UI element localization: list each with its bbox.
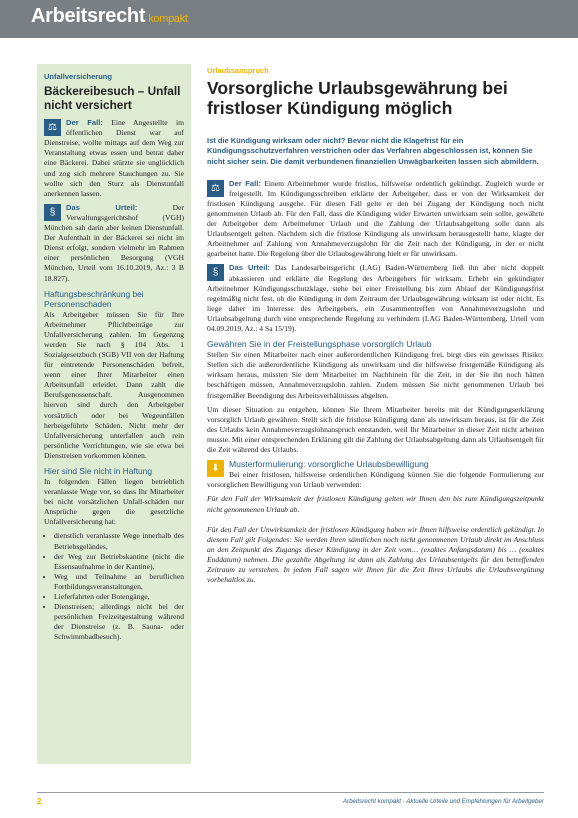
article-ruling <box>207 263 544 334</box>
scales-icon: ⚖ <box>44 119 61 136</box>
main-article <box>207 64 544 595</box>
sidebar-ruling <box>44 203 184 284</box>
sidebar-kicker: Unfallversicherung <box>44 72 112 81</box>
footer-divider <box>37 792 544 793</box>
template-title: Musterformulierung: vorsorgliche Urlaubsbewilligung <box>229 459 429 470</box>
template-clause-2: Für den Fall der Unwirksamkeit der fristlosen Kündigung haben wir Ihnen hilfsweise ordentlich gekündigt. In diesem Fall gilt Folgendes: Sie werden Ihren sämtlichen noch nicht genommenen Urlaub direkt im Anschluss an den Zeitpunkt des Zugangs dieser Kündigung in der Zeit vom… (exaktes Anfangsdatum) bis … (exaktes Enddatum) nehmen. Die gezahlte Abgeltung ist dann als Zahlung des Urlaubsentgelts für den betreffenden Zeitraum zu verstehen. In jedem Fall sagen wir Ihnen für die Zeit Ihres Urlaubs die Urlaubsvergütung vorbehaltlos zu. <box>207 524 544 585</box>
case-lead: Der Fall: <box>66 118 103 128</box>
scales-icon: ⚖ <box>207 180 224 197</box>
brand-title: Arbeitsrecht <box>31 5 146 27</box>
list-item: • der Weg zur Betriebskantine (nicht die Essensaufnahme in der Kantine), <box>54 552 184 572</box>
sidebar-case <box>44 118 184 199</box>
article-paragraph-1: Stellen Sie einen Mitarbeiter nach einer außerordentlichen Kündigung frei, birgt dies ein gewisses Risiko: Stellen sich die außerordentliche Kündigung als unwirksam und die hilfsweise fristgemäße Kündigung als wirksam heraus, müssten Sie dem Mitarbeiter im Nachhinein für die Zeit, in der Sie ihn noch hätten beschäftigen müssen, Annahmeverzugslohn zahlen. Zudem müssen Sie nicht genommenen Urlaub bei fristgemäßer Beendigung des Arbeitsverhältnisses abgelten. <box>207 350 544 400</box>
ruling-text: Der Verwaltungsgerichtshof (VGH) München sah darin aber keinen Dienstunfall. Der Aufenthalt in der Bäckerei sei nicht im Dienst erfolgt, sondern vielmehr im Rahmen einer persönlichen Besorgung (VGH München, Urteil vom 16.10.2019, Az.: 3 B 18.827). <box>44 202 184 283</box>
article-title: Vorsorgliche Urlaubsgewährung bei fristloser Kündigung möglich <box>207 78 508 119</box>
paragraph-icon: § <box>207 264 224 281</box>
page-number: 2 <box>37 797 42 806</box>
sidebar-heading-1: Haftungsbeschränkung bei Personenschaden <box>44 288 144 309</box>
brand-subtitle: kompakt <box>148 13 188 25</box>
article-kicker: Urlaubsanspruch <box>207 66 269 75</box>
case-lead: Der Fall: <box>229 178 261 188</box>
sidebar-paragraph-2: In folgenden Fällen liegen betrieblich veranlasste Wege vor, so dass Ihr Mitarbeiter bei nicht vorsätzlichen Unfall-schäden nur Ansprüche gegen die gesetzliche Unfallversicherung hat: <box>44 477 184 527</box>
ruling-text: Das Landesarbeitsgericht (LAG) Baden-Württemberg ließ ihn aber nicht doppelt abkassieren und erklärte die Regelung des Arbeitgebers für wirksam. Erhebt ein gekündigter Arbeitnehmer Kündigungsschutzklage, stehe bei einer Freistellung bis zum Ablauf der Kündigungsfrist regelmäßig nicht fest, ob die Kündigung in dem Zeitraum der Urlaubsgewährung wirksam ist oder nicht. Es liege daher im Interesse des Arbeitgebers, ein Zusammentreffen von Annahmeverzugslohn und Urlaubsabgeltung durch eine entsprechende Regelung zu verhindern (LAG Baden-Württemberg, Urteil vom 04.09.2019, Az.: 4 Sa 15/19). <box>207 263 545 334</box>
template-clause-1: Für den Fall der Wirksamkeit der fristlosen Kündigung gelten wir Ihnen den bis zum Kündigungszeitpunkt nicht genommenen Urlaub ab. <box>207 494 544 514</box>
case-text: Eine Angestellte im öffentlichen Dienst war auf Dienstreise, wollte mittags auf dem Weg zur Veranstaltung etwas essen und betrat daher eine Bäckerei. Dabei stürzte sie unglücklich und zog sich mehrere Stauchungen zu. Sie wollte sich den Sturz als Dienstunfall anerkennen lassen. <box>44 118 184 198</box>
article-intro: Ist die Kündigung wirksam oder nicht? Bevor nicht die Klagefrist für ein Kündigungsschutzverfahren verstrichen oder das Verfahren abgeschlossen ist, können Sie nicht sicher sein. Die damit verbundenen finanziellen Unwägbarkeiten lassen sich abmildern. <box>207 136 539 166</box>
paragraph-icon: § <box>44 204 61 221</box>
list-item: • Dienstreisen; allerdings nicht bei der persönlichen Freizeitgestaltung während der Dienstreise (z. B. Sauna- oder Schwimmbadbesuch). <box>54 602 184 642</box>
list-item: • Lieferfahrten oder Botengänge, <box>54 592 184 602</box>
list-item: • dienstlich veranlasste Wege innerhalb des Betriebsgeländes, <box>54 531 184 551</box>
sidebar-title: Bäckereibesuch – Unfall nicht versichert <box>44 84 181 113</box>
sidebar-paragraph-1: Als Arbeitgeber müssen Sie für Ihre Arbeitnehmer Pflichtbeiträge zur Unfallversicherung zahlen. Im Gegenzug werden Sie nach § 104 Abs. 1 Sozialgesetzbuch (SGB) VII von der Haftung für eintretende Personenschäden befreit, wenn einer Ihrer Mitarbeiter einen Arbeitsunfall erleidet. Dann zahlt die Berufsgenossenschaft. Ausgenommen hiervon sind durch den Arbeitgeber vorsätzlich oder bei Wegeunfällen herbeigeführte Schäden. Nicht mehr der Unfallversicherung unterfallen auch rein persönliche Verrichtungen, wie sie etwa bei Dienstreisen vorkommen können. <box>44 309 184 460</box>
ruling-lead: Das Urteil: <box>66 202 138 212</box>
sidebar-box <box>37 64 191 764</box>
template-text: Bei einer fristlosen, hilfsweise ordentlichen Kündigung können Sie die folgende Formulierung zur vorsorglichen Bewilligung von Urlaub verwenden: <box>207 470 544 490</box>
sidebar-bullet-list <box>44 531 184 642</box>
case-text: Einem Arbeitnehmer wurde fristlos, hilfsweise ordentlich gekündigt. Zugleich wurde er freigestellt. Im Kündigungsschreiben erklärte der Arbeitgeber, dass er von der Wirksamkeit der fristlosen Kündigung ausgehe. Für diesen Fall gelte er den bei Zugang der Kündigung noch nicht genommenen Urlaub ab. Für den Fall, dass die Kündigung wider Erwarten unwirksam sein sollte, gewährte der Arbeitgeber dem Arbeitnehmer Urlaub und die Zahlung der Urlaubsabgeltung solle dann als Urlaubsentgelt gelten. Nachdem sich die fristlose Kündigung als unwirksam herausgestellt hatte, klagte der Arbeitnehmer auf Zahlung von Annahmeverzugslohn für die Zeit nach der Kündigung, in der er nicht gearbeitet hatte. Die Regelung über die Urlaubsgewährung hielt er für unwirksam. <box>207 178 544 259</box>
article-heading: Gewähren Sie in der Freistellungsphase vorsorglich Urlaub <box>207 339 432 350</box>
brand-logo <box>31 5 188 28</box>
sidebar-heading-2: Hier sind Sie nicht in Haftung <box>44 466 152 476</box>
article-paragraph-2: Um dieser Situation zu entgehen, können Sie Ihrem Mitarbeiter bereits mit der Kündigungserklärung vorsorglich Urlaub gewähren. Stellt sich die fristlose Kündigung dann als unwirksam heraus, ist für die Zeit des Urlaubs kein Annahmeverzugslohnanspruch entstanden, weil Ihr Mitarbeiter in dieser Zeit nicht arbeiten musste. Mit einer entsprechenden Erklärung gilt die Zahlung der Urlaubsabgeltung dann als Urlaubsentgelt für die Zeit während des Urlaubs. <box>207 404 544 455</box>
template-block <box>207 459 544 494</box>
footer-text: Arbeitsrecht kompakt · Aktuelle Urteile und Empfehlungen für Arbeitgeber <box>342 798 544 805</box>
ruling-lead: Das Urteil: <box>229 263 270 273</box>
article-case <box>207 179 544 260</box>
download-icon: ⬇ <box>207 460 224 477</box>
header-bar <box>0 0 578 38</box>
list-item: • Weg und Teilnahme an beruflichen Fortbildungsveranstaltungen, <box>54 572 184 592</box>
